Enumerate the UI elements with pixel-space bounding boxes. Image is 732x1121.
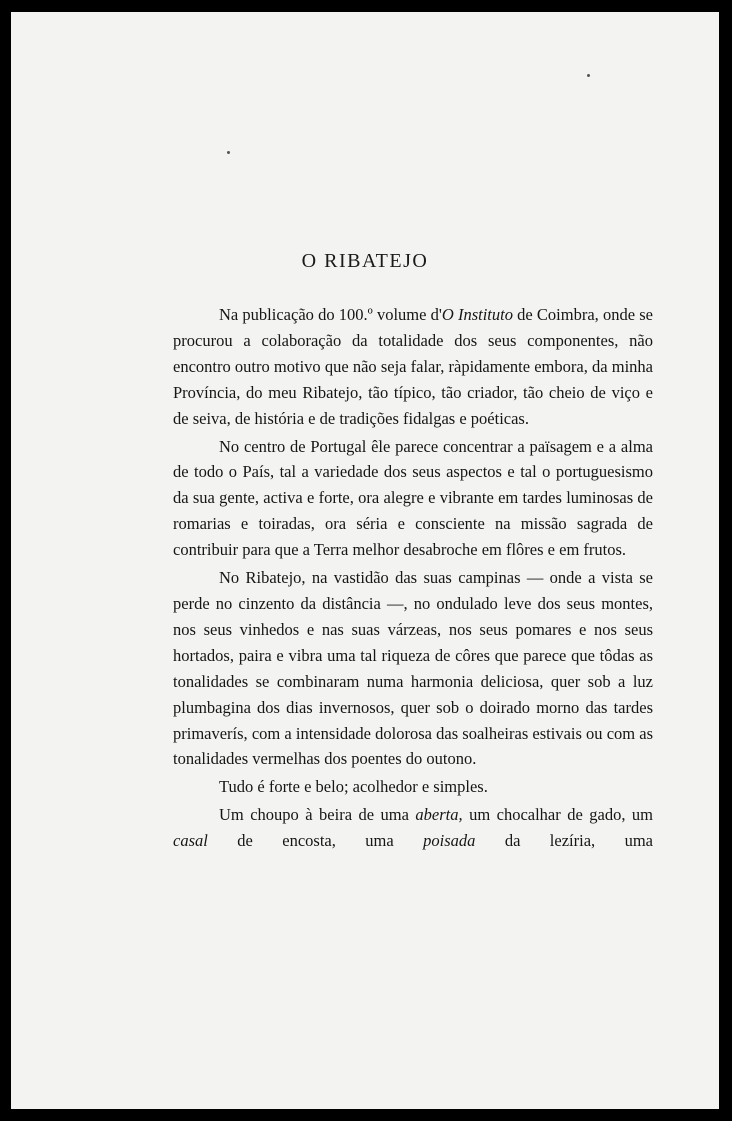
ink-speck <box>587 74 590 77</box>
paragraph-3: No Ribatejo, na vastidão das suas campinas — onde a vista se perde no cinzento da distância —, no ondulado leve dos seus montes, nos seus vinhedos e nas suas várzeas, nos seus pomares e nos seus hortados, paira e vibra uma tal riqueza de côres que parece que tôdas as tonalidades se combinaram numa harmonia deliciosa, quer sob a luz plumbagina dos dias invernosos, quer sob o doirado morno das tardes primaverís, com a intensidade dolorosa das soalheiras estivais ou com as tonalidades vermelhas dos poentes do outono. <box>173 568 653 769</box>
paragraph-5 <box>173 802 653 854</box>
ink-speck <box>227 151 230 154</box>
page-title: O RIBATEJO <box>301 250 429 272</box>
paragraph-text: da lezíria, uma <box>475 831 653 851</box>
paragraph-text: de encosta, uma <box>207 831 424 851</box>
italic-title: O Instituto <box>441 305 513 324</box>
paragraph-text: Na publicação do 100.º volume d' <box>219 305 442 324</box>
italic-term: poisada <box>423 831 476 851</box>
paragraph-text: um chocalhar de gado, um <box>462 805 653 825</box>
body-text <box>173 302 653 854</box>
italic-term: casal <box>173 831 208 851</box>
paragraph-text: Um choupo à beira de uma <box>219 805 416 825</box>
italic-term: aberta, <box>415 805 463 825</box>
book-page <box>11 12 719 1109</box>
paragraph-2: No centro de Portugal êle parece concentrar a païsagem e a alma de todo o País, tal a variedade dos seus aspectos e tal o portuguesismo da sua gente, activa e forte, ora alegre e vibrante em tardes luminosas de romarias e toiradas, ora séria e consciente na missão sagrada de contribuir para que a Terra melhor desabroche em flôres e em frutos. <box>173 436 653 560</box>
paragraph-4: Tudo é forte e belo; acolhedor e simples. <box>219 777 488 797</box>
paragraph-text: de Coimbra, onde se procurou a colaboração da totalidade dos seus componentes, não encontro outro motivo que não seja falar, ràpidamente embora, da minha Província, do meu Ribatejo, tão típico, tão criador, tão cheio de viço e de seiva, de história e de tradições fidalgas e poéticas. <box>173 305 653 428</box>
paragraph-1 <box>173 302 653 432</box>
